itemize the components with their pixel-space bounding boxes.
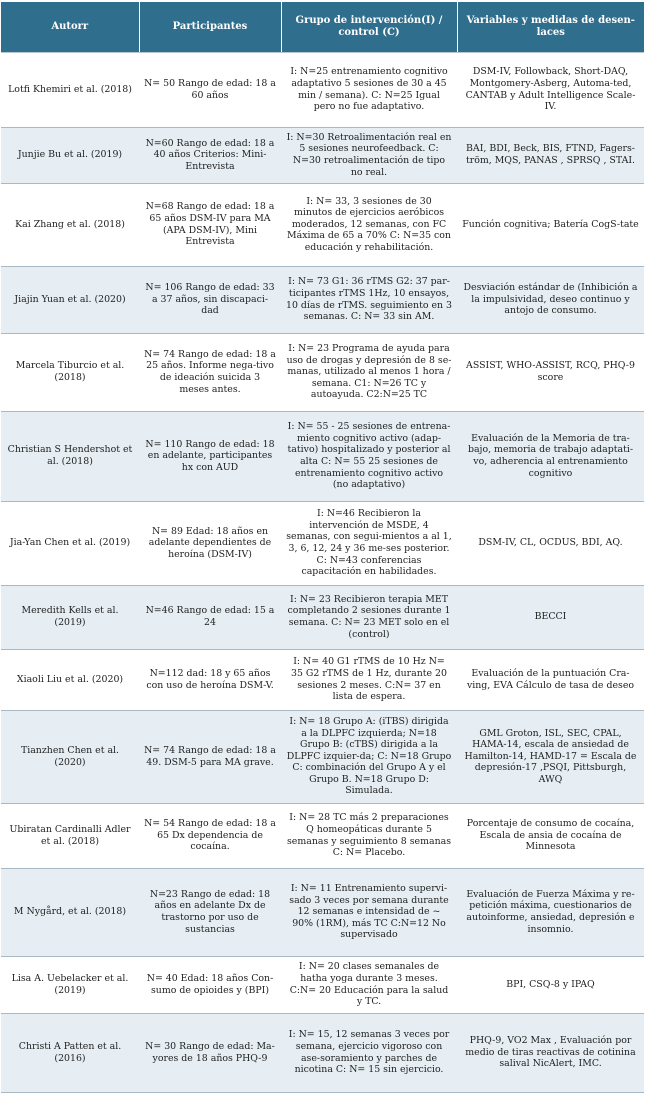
cell-intervention: I: N=25 entrenamiento cognitivo adaptativo 5 sesiones de 30 a 45 min / semana). C: N=25 Igual pero no fue adaptativo. <box>281 52 457 127</box>
cell-author: Meredith Kells et al. (2019) <box>1 585 139 649</box>
cell-intervention: I: N= 23 Recibieron terapia MET completando 2 sesiones durante 1 semana. C: N= 23 MET solo en el (control) <box>281 585 457 649</box>
cell-intervention: I: N= 15, 12 semanas 3 veces por semana, ejercicio vigoroso con ase-soramiento y parches de nicotina C: N= 15 sin ejercicio. <box>281 1013 457 1092</box>
cell-variables: DSM-IV, Followback, Short-DAQ, Montgomery-Asberg, Automa-ted, CANTAB y Adult Intelligence Scale-IV. <box>457 52 644 127</box>
header-variables: Variables y medidas de desen-laces <box>457 2 644 52</box>
cell-variables: BECCI <box>457 585 644 649</box>
cell-variables: BPI, CSQ-8 y IPAQ <box>457 956 644 1013</box>
cell-variables: Evaluación de Fuerza Máxima y re-petición máxima, cuestionarios de autoinforme, ansiedad, depresión e insomnio. <box>457 868 644 956</box>
cell-variables: Evaluación de la Memoria de tra-bajo, memoria de trabajo adaptati-vo, adherencia al entrenamiento cognitivo <box>457 411 644 501</box>
cell-variables: GML Groton, ISL, SEC, CPAL, HAMA-14, escala de ansiedad de Hamilton-14, HAMD-17 = Escala de depresión-17 ,PSQI, Pittsburgh, AWQ <box>457 710 644 803</box>
cell-variables: Evaluación de la puntuación Cra-ving, EVA Cálculo de tasa de deseo <box>457 649 644 710</box>
cell-author: Junjie Bu et al. (2019) <box>1 127 139 183</box>
cell-author: Lisa A. Uebelacker et al. (2019) <box>1 956 139 1013</box>
cell-variables: DSM-IV, CL, OCDUS, BDI, AQ. <box>457 501 644 585</box>
cell-author: Tianzhen Chen et al. (2020) <box>1 710 139 803</box>
cell-author: Christian S Hendershot et al. (2018) <box>1 411 139 501</box>
cell-author: Jiajin Yuan et al. (2020) <box>1 266 139 333</box>
table-row <box>1 411 644 501</box>
cell-participants: N=68 Rango de edad: 18 a 65 años DSM-IV para MA (APA DSM-IV), Mini Entrevista <box>139 183 281 266</box>
cell-participants: N= 89 Edad: 18 años en adelante dependientes de heroína (DSM-IV) <box>139 501 281 585</box>
cell-author: Xiaoli Liu et al. (2020) <box>1 649 139 710</box>
table-row <box>1 868 644 956</box>
table-row <box>1 501 644 585</box>
cell-intervention: I: N= 11 Entrenamiento supervi-sado 3 veces por semana durante 12 semanas e intensidad de ~ 90% (1RM), más TC C:N=12 No supervisado <box>281 868 457 956</box>
cell-variables: BAI, BDI, Beck, BIS, FTND, Fagers-tröm, MQS, PANAS , SPRSQ , STAI. <box>457 127 644 183</box>
header-participants: Participantes <box>139 2 281 52</box>
cell-intervention: I: N=46 Recibieron la intervención de MSDE, 4 semanas, con segui-mientos a al 1, 3, 6, 12, 24 y 36 me-ses posterior. C: N=43 conferencias capacitación en habilidades. <box>281 501 457 585</box>
cell-author: Lotfi Khemiri et al. (2018) <box>1 52 139 127</box>
cell-participants: N= 110 Rango de edad: 18 en adelante, participantes hx con AUD <box>139 411 281 501</box>
table-row <box>1 127 644 183</box>
cell-variables: ASSIST, WHO-ASSIST, RCQ, PHQ-9 score <box>457 333 644 411</box>
cell-participants: N=46 Rango de edad: 15 a 24 <box>139 585 281 649</box>
cell-variables: PHQ-9, VO2 Max , Evaluación por medio de tiras reactivas de cotinina salival NicAlert, IMC. <box>457 1013 644 1092</box>
table-row <box>1 183 644 266</box>
table-row <box>1 649 644 710</box>
cell-participants: N= 50 Rango de edad: 18 a 60 años <box>139 52 281 127</box>
cell-intervention: I: N= 55 - 25 sesiones de entrena-miento cognitivo activo (adap-tativo) hospitalizado y posterior al alta C: N= 55 25 sesiones de entrenamiento cognitivo activo (no adaptativo) <box>281 411 457 501</box>
cell-intervention: I: N= 40 G1 rTMS de 10 Hz N= 35 G2 rTMS de 1 Hz, durante 20 sesiones 2 meses. C:N= 37 en lista de espera. <box>281 649 457 710</box>
cell-intervention: I: N= 18 Grupo A: (iTBS) dirigida a la DLPFC izquierda; N=18 Grupo B: (cTBS) dirigida a la DLPFC izquier-da; C: N=18 Grupo C: combinación del Grupo A y el Grupo B. N=18 Grupo D: Simulada. <box>281 710 457 803</box>
cell-participants: N= 74 Rango de edad: 18 a 49. DSM-5 para MA grave. <box>139 710 281 803</box>
cell-participants: N=23 Rango de edad: 18 años en adelante Dx de trastorno por uso de sustancias <box>139 868 281 956</box>
cell-participants: N= 74 Rango de edad: 18 a 25 años. Informe nega-tivo de ideación suicida 3 meses antes. <box>139 333 281 411</box>
cell-author: Kai Zhang et al. (2018) <box>1 183 139 266</box>
cell-participants: N= 40 Edad: 18 años Con-sumo de opioides y (BPI) <box>139 956 281 1013</box>
table-row <box>1 803 644 868</box>
cell-participants: N= 54 Rango de edad: 18 a 65 Dx dependencia de cocaína. <box>139 803 281 868</box>
cell-variables: Porcentaje de consumo de cocaína, Escala de ansia de cocaína de Minnesota <box>457 803 644 868</box>
review-table <box>1 2 644 1093</box>
table-row <box>1 52 644 127</box>
cell-author: Christi A Patten et al. (2016) <box>1 1013 139 1092</box>
table-row <box>1 333 644 411</box>
table-row <box>1 956 644 1013</box>
header-intervention: Grupo de intervención(I) / control (C) <box>281 2 457 52</box>
cell-intervention: I: N= 33, 3 sesiones de 30 minutos de ejercicios aeróbicos moderados, 12 semanas, con FC Máxima de 65 a 70% C: N=35 con educación y rehabilitación. <box>281 183 457 266</box>
header-row <box>1 2 644 52</box>
table-row <box>1 710 644 803</box>
cell-intervention: I: N= 28 TC más 2 preparaciones Q homeopáticas durante 5 semanas y seguimiento 8 semanas C: N= Placebo. <box>281 803 457 868</box>
cell-intervention: I: N= 23 Programa de ayuda para uso de drogas y depresión de 8 se-manas, utilizado al menos 1 hora / semana. C1: N=26 TC y autoayuda. C2:N=25 TC <box>281 333 457 411</box>
cell-intervention: I: N= 73 G1: 36 rTMS G2: 37 par-ticipantes rTMS 1Hz, 10 ensayos, 10 días de rTMS. seguimiento en 3 semanas. C: N= 33 sin AM. <box>281 266 457 333</box>
cell-variables: Función cognitiva; Batería CogS-tate <box>457 183 644 266</box>
header-author: Autorr <box>1 2 139 52</box>
cell-participants: N= 106 Rango de edad: 33 a 37 años, sin discapaci-dad <box>139 266 281 333</box>
cell-author: Ubiratan Cardinalli Adler et al. (2018) <box>1 803 139 868</box>
cell-author: Jia-Yan Chen et al. (2019) <box>1 501 139 585</box>
table-row <box>1 1013 644 1092</box>
cell-variables: Desviación estándar de (Inhibición a la impulsividad, deseo continuo y antojo de consumo. <box>457 266 644 333</box>
cell-intervention: I: N= 20 clases semanales de hatha yoga durante 3 meses. C:N= 20 Educación para la salud y TC. <box>281 956 457 1013</box>
cell-author: Marcela Tiburcio et al. (2018) <box>1 333 139 411</box>
cell-intervention: I: N=30 Retroalimentación real en 5 sesiones neurofeedback. C: N=30 retroalimentación de tipo no real. <box>281 127 457 183</box>
cell-author: M Nygård, et al. (2018) <box>1 868 139 956</box>
table-row <box>1 585 644 649</box>
cell-participants: N=60 Rango de edad: 18 a 40 años Criterios: Mini-Entrevista <box>139 127 281 183</box>
table-row <box>1 266 644 333</box>
cell-participants: N=112 dad: 18 y 65 años con uso de heroína DSM-V. <box>139 649 281 710</box>
cell-participants: N= 30 Rango de edad: Ma-yores de 18 años PHQ-9 <box>139 1013 281 1092</box>
